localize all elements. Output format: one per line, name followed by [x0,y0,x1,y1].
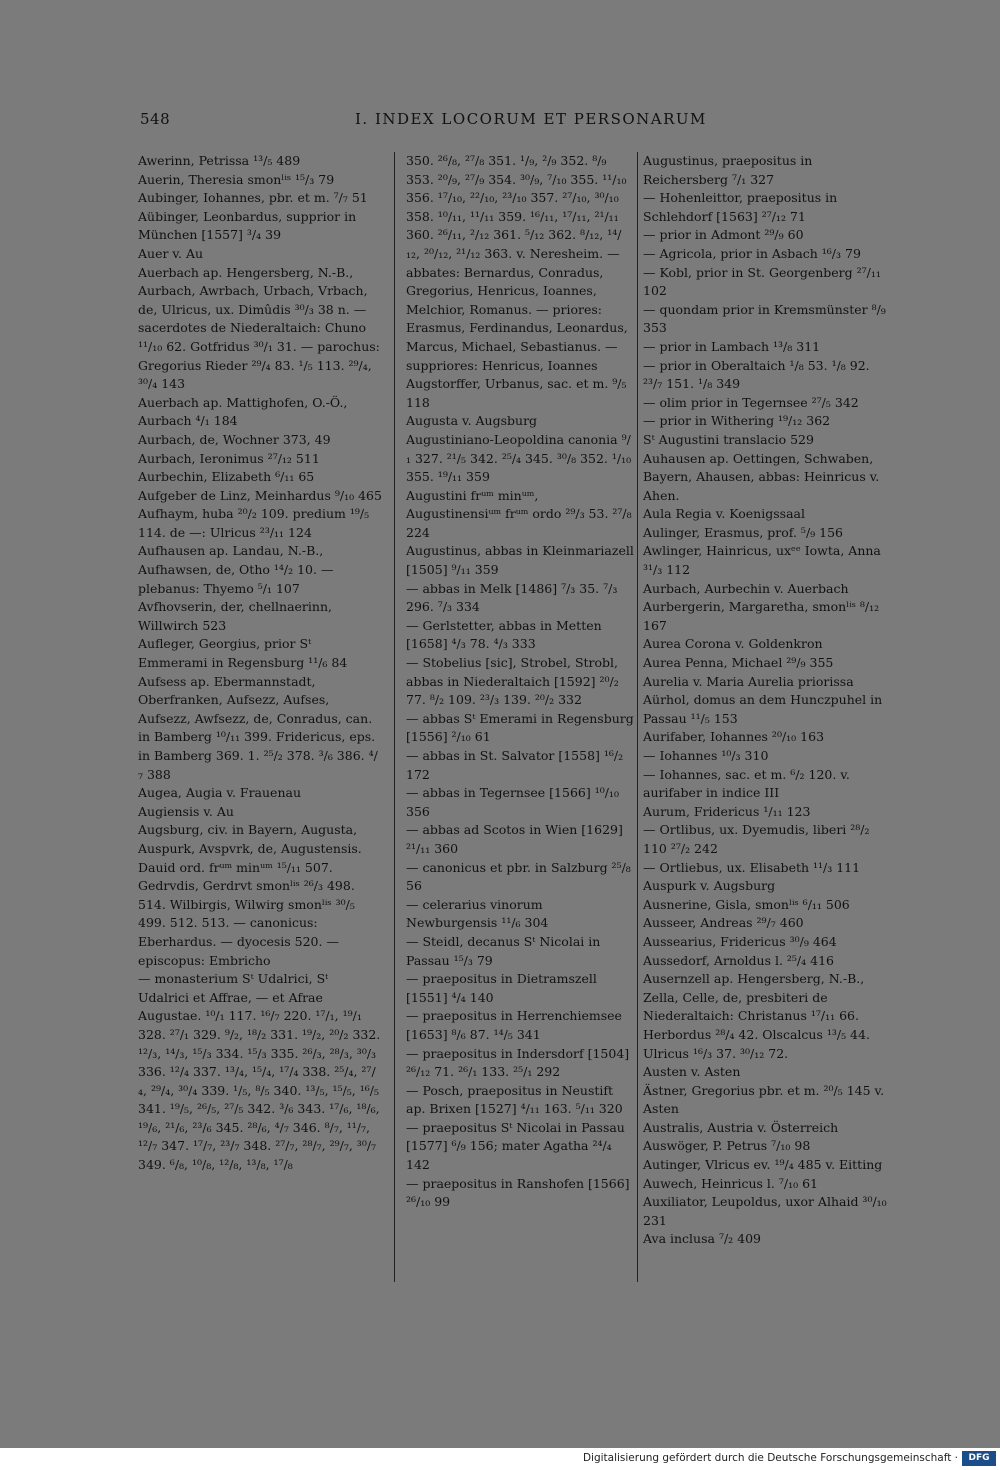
index-entry: Auxiliator, Leupoldus, uxor Alhaid ³⁰/₁₀ 231 [643,1194,887,1228]
index-entry: Augustini frᵘᵐ minᵘᵐ, Augustinensiᵘᵐ frᵘᵐ ordo ²⁹/₃ 53. ²⁷/₈ 224 [406,487,632,540]
index-entry: Auer v. Au [138,245,204,261]
index-entry: Augustinus, praepositus in Reichersberg ⁷/₁ 327 [643,153,813,187]
index-entry: — abbas in Tegernsee [1566] ¹⁰/₁₀ 356 [406,785,619,819]
index-entry: Aurbach, Aurbechin v. Auerbach [643,580,849,596]
index-entry: Ausnerine, Gisla, smonˡⁱˢ ⁶/₁₁ 506 [643,896,850,912]
index-entry: Augusta v. Augsburg [406,413,538,429]
index-entry: — prior in Admont ²⁹/₉ 60 [643,227,804,243]
index-entry: Aubinger, Iohannes, pbr. et m. ⁷/₇ 51 [138,190,368,206]
index-entry: — quondam prior in Kremsmünster ⁸/₉ 353 [643,301,886,336]
index-entry: Augsburg, civ. in Bayern, Augusta, Auspurk, Avspvrk, de, Augustensis. Dauid ord. frᵘᵐ minᵘᵐ ¹⁵/₁₁ 507. Gedrvdis, Gerdrvt smonˡⁱˢ ²⁶/₃ 498. 514. Wilbirgis, Wilwirg smonˡⁱˢ ³⁰/₅ 499. 512. 513. — canonicus: Eberhardus. — dyocesis 520. — episcopus: Embricho [138,822,362,968]
index-entry: Austen v. Asten [643,1064,741,1080]
index-entry: — abbas in Melk [1486] ⁷/₃ 35. ⁷/₃ 296. ⁷/₃ 334 [406,580,618,615]
footer-bar [0,1448,1000,1470]
page-number: 548 [140,110,171,128]
index-entry: Sᵗ Augustini translacio 529 [643,431,814,447]
index-entry: Aurbach, de, Wochner 373, 49 [138,431,331,447]
index-entry: Aufsess ap. Ebermannstadt, Oberfranken, Aufsezz, Aufses, Aufsezz, Awfsezz, de, Conradus, can. in Bamberg ¹⁰/₁₁ 399. Fridericus, eps. in Bamberg 369. 1. ²⁵/₂ 378. ³/₆ 386. ⁴/₇ 388 [138,673,378,782]
index-entry: — olim prior in Tegernsee ²⁷/₅ 342 [643,394,859,410]
index-entry: Aussedorf, Arnoldus l. ²⁵/₄ 416 [643,952,834,968]
index-entry: Auspurk v. Augsburg [643,878,776,894]
index-entry: Awlinger, Hainricus, uxᵉᵉ Iowta, Anna ³¹/₃ 112 [643,543,881,578]
index-entry: — praepositus in Indersdorf [1504] ²⁶/₁₂ 71. ²⁶/₁ 133. ²⁵/₁ 292 [406,1045,630,1080]
index-entry: — praepositus in Herrenchiemsee [1653] ⁸/₆ 87. ¹⁴/₅ 341 [406,1008,622,1042]
index-entry: Ausseer, Andreas ²⁹/₇ 460 [643,915,804,931]
index-entry: Aussearius, Fridericus ³⁰/₉ 464 [643,933,837,949]
column-rule [394,152,395,1282]
index-entry: Augustiniano-Leopoldina canonia ⁹/₁ 327. ²¹/₅ 342. ²⁵/₄ 345. ³⁰/₈ 352. ¹/₁₀ 355. ¹⁹/₁₁ 359 [406,431,632,485]
index-entry: Ava inclusa ⁷/₂ 409 [643,1231,762,1247]
index-entry: — abbas ad Scotos in Wien [1629] ²¹/₁₁ 360 [406,822,623,856]
index-entry: Augstorffer, Urbanus, sac. et m. ⁹/₅ 118 [406,376,627,410]
index-entry: Aurbach, Ieronimus ²⁷/₁₂ 511 [138,450,320,466]
index-entry: — Ortlibus, ux. Dyemudis, liberi ²⁸/₂ 110 ²⁷/₂ 242 [643,822,870,856]
index-entry: Augiensis v. Au [138,803,234,819]
index-entry: — Steidl, decanus Sᵗ Nicolai in Passau ¹⁵/₃ 79 [406,933,601,968]
index-entry: Ästner, Gregorius pbr. et m. ²⁰/₅ 145 v. Asten [643,1082,885,1117]
index-entry: Aurelia v. Maria Aurelia priorissa [643,673,854,689]
index-entry: — Iohannes ¹⁰/₃ 310 [643,748,769,763]
index-entry: — praepositus Sᵗ Nicolai in Passau [1577] ⁶/₉ 156; mater Agatha ²⁴/₄ 142 [406,1119,625,1173]
index-entry: — prior in Withering ¹⁹/₁₂ 362 [643,413,831,429]
index-column-3 [643,152,887,1249]
index-entry: Auerbach ap. Hengersberg, N.-B., Aurbach, Awrbach, Urbach, Vrbach, de, Ulricus, ux. Dimûdis ³⁰/₃ 38 n. — sacerdotes de Niederaltaich: Chuno ¹¹/₁₀ 62. Gotfridus ³⁰/₁ 31. — parochus: Gregorius Rieder ²⁹/₄ 83. ¹/₅ 113. ²⁹/₄, ³⁰/₄ 143 [138,264,380,392]
index-entry: Auhausen ap. Oettingen, Schwaben, Bayern, Ahausen, abbas: Heinricus v. Ahen. [643,450,880,503]
index-entry: Ausernzell ap. Hengersberg, N.-B., Zella, Celle, de, presbiteri de Niederaltaich: Christanus ¹⁷/₁₁ 66. Herbordus ²⁸/₄ 42. Olscalcus ¹³/₅ 44. Ulricus ¹⁶/₃ 37. ³⁰/₁₂ 72. [643,971,870,1061]
index-entry: Aufhaym, huba ²⁰/₂ 109. predium ¹⁹/₅ 114. de —: Ulricus ²³/₁₁ 124 [138,506,370,540]
index-entry: 350. ²⁶/₈, ²⁷/₈ 351. ¹/₉, ²/₉ 352. ⁸/₉ 353. ²⁰/₉, ²⁷/₉ 354. ³⁰/₉, ⁷/₁₀ 355. ¹¹/₁₀ 356. ¹⁷/₁₀, ²²/₁₀, ²³/₁₀ 357. ²⁷/₁₀, ³⁰/₁₀ 358. ¹⁰/₁₁, ¹¹/₁₁ 359. ¹⁶/₁₁, ¹⁷/₁₁, ²¹/₁₁ 360. ²⁶/₁₁, ²/₁₂ 361. ⁵/₁₂ 362. ⁸/₁₂, ¹⁴/₁₂, ²⁰/₁₂, ²¹/₁₂ 363. v. Neresheim. — abbates: Bernardus, Conradus, Gregorius, Henricus, Ioannes, Melchior, Romanus. — priores: Erasmus, Ferdinandus, Leonardus, Marcus, Michael, Sebastianus. — suppriores: Henricus, Ioannes [406,153,628,373]
index-entry: — prior in Lambach ¹³/₈ 311 [643,338,821,354]
index-entry: Augustinus, abbas in Kleinmariazell [1505] ⁹/₁₁ 359 [406,543,634,578]
index-entry: — praepositus in Ranshofen [1566] ²⁶/₁₀ 99 [406,1175,630,1210]
index-entry: — abbas Sᵗ Emerami in Regensburg [1556] ²/₁₀ 61 [406,710,634,745]
index-column-1 [138,152,382,1175]
index-entry: — celerarius vinorum Newburgensis ¹¹/₆ 304 [406,896,549,931]
index-entry: Aürhol, domus an dem Hunczpuhel in Passau ¹¹/₅ 153 [643,692,883,726]
index-entry: Aurbergerin, Margaretha, smonˡⁱˢ ⁸/₁₂ 167 [643,599,880,633]
index-entry: Auerbach ap. Mattighofen, O.-Ö., Aurbach ⁴/₁ 184 [138,394,348,429]
index-entry: — Iohannes, sac. et m. ⁶/₂ 120. v. aurifaber in indice III [643,766,850,801]
index-entry: Aurbechin, Elizabeth ⁶/₁₁ 65 [138,469,315,485]
index-entry: Auerin, Theresia smonˡⁱˢ ¹⁵/₃ 79 [138,171,335,187]
index-entry: Avfhovserin, der, chellnaerinn, Willwirch 523 [138,599,332,633]
index-entry: — prior in Oberaltaich ¹/₈ 53. ¹/₈ 92. ²³/₇ 151. ¹/₈ 349 [643,357,870,392]
index-entry: Awerinn, Petrissa ¹³/₅ 489 [138,153,301,168]
index-entry: Aufgeber de Linz, Meinhardus ⁹/₁₀ 465 [138,487,382,503]
index-entry: — canonicus et pbr. in Salzburg ²⁵/₈ 56 [406,859,631,894]
index-entry: Aulinger, Erasmus, prof. ⁵/₉ 156 [643,524,843,540]
index-entry: Aula Regia v. Koenigssaal [643,506,805,522]
footer-credit: Digitalisierung gefördert durch die Deutsche Forschungsgemeinschaft · [582,1452,958,1464]
column-rule [637,152,638,1282]
index-entry: Aurea Corona v. Goldenkron [643,636,823,652]
index-column-2 [406,152,634,1212]
dfg-logo: DFG [962,1451,996,1466]
index-entry: Aufhausen ap. Landau, N.-B., Aufhawsen, de, Otho ¹⁴/₂ 10. — plebanus: Thyemo ⁵/₁ 107 [138,543,334,596]
index-entry: — Gerlstetter, abbas in Metten [1658] ⁴/₃ 78. ⁴/₃ 333 [406,617,602,652]
index-entry: — abbas in St. Salvator [1558] ¹⁶/₂ 172 [406,748,624,782]
index-entry: — Kobl, prior in St. Georgenberg ²⁷/₁₁ 102 [643,264,881,299]
index-entry: Auswöger, P. Petrus ⁷/₁₀ 98 [643,1138,811,1154]
index-entry: Autinger, Vlricus ev. ¹⁹/₄ 485 v. Eitting [643,1157,883,1173]
index-entry: Australis, Austria v. Österreich [643,1119,839,1135]
index-entry: Augea, Augia v. Frauenau [138,785,302,801]
index-entry: — Ortliebus, ux. Elisabeth ¹¹/₃ 111 [643,859,861,875]
index-entry: Aübinger, Leonbardus, supprior in München [1557] ³/₄ 39 [138,208,357,243]
index-entry: Aurifaber, Iohannes ²⁰/₁₀ 163 [643,729,825,745]
index-entry: — praepositus in Dietramszell [1551] ⁴/₄ 140 [406,971,597,1005]
index-entry: — Agricola, prior in Asbach ¹⁶/₃ 79 [643,245,861,261]
index-entry: — Posch, praepositus in Neustift ap. Brixen [1527] ⁴/₁₁ 163. ⁵/₁₁ 320 [406,1082,623,1117]
index-entry: Aurea Penna, Michael ²⁹/₉ 355 [643,655,834,671]
index-entry: Aurum, Fridericus ¹/₁₁ 123 [643,803,811,819]
index-entry: — Hohenleittor, praepositus in Schlehdorf [1563] ²⁷/₁₂ 71 [643,190,838,224]
index-entry: — monasterium Sᵗ Udalrici, Sᵗ Udalrici et Affrae, — et Afrae Augustae. ¹⁰/₁ 117. ¹⁶/₇ 220. ¹⁷/₁, ¹⁹/₁ 328. ²⁷/₁ 329. ⁹/₂, ¹⁸/₂ 331. ¹⁹/₂, ²⁰/₂ 332. ¹²/₃, ¹⁴/₃, ¹⁵/₃ 334. ¹⁵/₃ 335. ²⁶/₃, ²⁸/₃, ³⁰/₃ 336. ¹²/₄ 337. ¹³/₄, ¹⁵/₄, ¹⁷/₄ 338. ²⁵/₄, ²⁷/₄, ²⁹/₄, ³⁰/₄ 339. ¹/₅, ⁸/₅ 340. ¹³/₅, ¹⁵/₅, ¹⁶/₅ 341. ¹⁹/₅, ²⁶/₅, ²⁷/₅ 342. ³/₆ 343. ¹⁷/₆, ¹⁸/₆, ¹⁹/₆, ²¹/₆, ²³/₆ 345. ²⁸/₆, ⁴/₇ 346. ⁸/₇, ¹¹/₇, ¹²/₇ 347. ¹⁷/₇, ²³/₇ 348. ²⁷/₇, ²⁸/₇, ²⁹/₇, ³⁰/₇ 349. ⁶/₈, ¹⁰/₈, ¹²/₈, ¹³/₈, ¹⁷/₈ [138,971,381,1173]
index-entry: Auwech, Heinricus l. ⁷/₁₀ 61 [643,1175,818,1191]
index-entry: — Stobelius [sic], Strobel, Strobl, abbas in Niederaltaich [1592] ²⁰/₂ 77. ⁸/₂ 109. ²³/₃ 139. ²⁰/₂ 332 [406,655,619,708]
running-title: I. INDEX LOCORUM ET PERSONARUM [355,110,707,128]
index-entry: Aufleger, Georgius, prior Sᵗ Emmerami in Regensburg ¹¹/₆ 84 [138,636,348,671]
